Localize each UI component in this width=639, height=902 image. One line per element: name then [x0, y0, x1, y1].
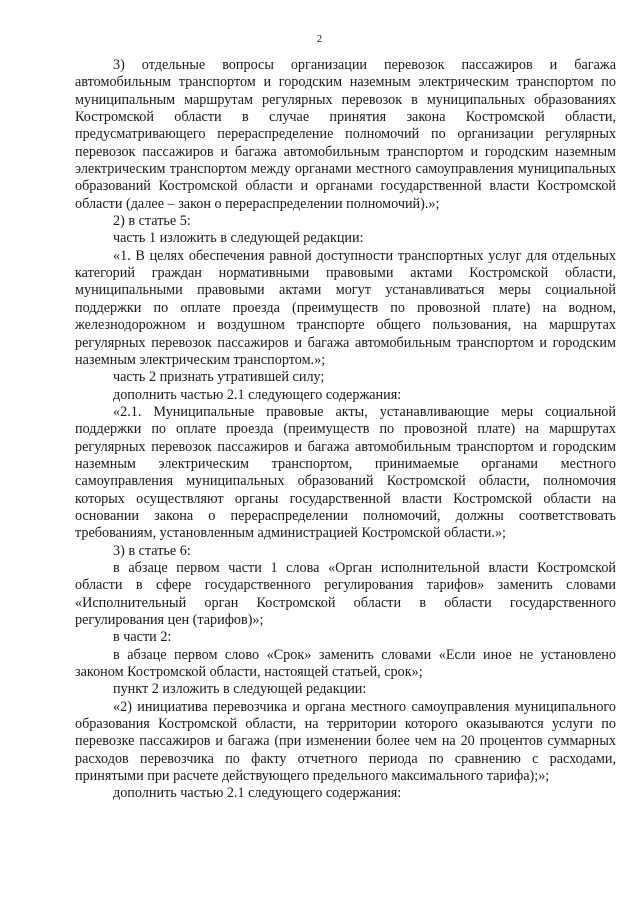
- paragraph: «2.1. Муниципальные правовые акты, устанавливающие меры социальной поддержки по оплате проезда (преимуществ по провозной плате) на маршрутах регулярных перевозок пассажиров и багажа автомобильным транспортом и городским наземным электрическим транспортом, принимаемые органами местного самоуправления муниципальных образований Костромской области, полномочия которых осуществляют органы государственной власти Костромской области на основании закона о перераспределении полномочий, должны соответствовать требованиям, установленным администрацией Костромской области.»;: [75, 403, 616, 542]
- paragraph: в части 2:: [113, 629, 172, 646]
- paragraph: 3) отдельные вопросы организации перевозок пассажиров и багажа автомобильным транспортом и городским наземным электрическим транспортом по муниципальным маршрутам регулярных перевозок в муниципальных образованиях Костромской области в случае принятия закона Костромской области, предусматривающего перераспределение полномочий по организации регулярных перевозок пассажиров и багажа автомобильным транспортом и городским наземным электрическим транспортом между органами местного самоуправления муниципальных образований Костромской области и органами государственной власти Костромской области (далее – закон о перераспределении полномочий).»;: [75, 57, 616, 212]
- paragraph: «1. В целях обеспечения равной доступности транспортных услуг для отдельных категорий граждан нормативными правовыми актами Костромской области, муниципальными правовыми актами могут устанавливаться меры социальной поддержки по оплате проезда (преимуществ по провозной плате) на водном, железнодорожном и воздушном транспорте общего пользования, на маршрутах регулярных перевозок пассажиров и багажа автомобильным транспортом и городским наземным электрическим транспортом.»;: [75, 247, 616, 368]
- document-body: [75, 57, 616, 803]
- paragraph: в абзаце первом слово «Срок» заменить словами «Если иное не установлено законом Костромской области, настоящей статьей, срок»;: [75, 646, 616, 681]
- paragraph: дополнить частью 2.1 следующего содержания:: [113, 785, 402, 802]
- paragraph: часть 1 изложить в следующей редакции:: [113, 230, 364, 247]
- paragraph: «2) инициатива перевозчика и органа местного самоуправления муниципального образования Костромской области, на территории которого оказываются услуги по перевозке пассажиров и багажа (при изменении более чем на 20 процентов суммарных расходов перевозчика по факту отчетного периода по сравнению с расходами, принятыми при расчете действующего предельного максимального тарифа);»;: [75, 698, 616, 785]
- paragraph: в абзаце первом части 1 слова «Орган исполнительной власти Костромской области в сфере государственного регулирования тарифов» заменить словами «Исполнительный орган Костромской области в области государственного регулирования цен (тарифов)»;: [75, 559, 616, 628]
- paragraph: 2) в статье 5:: [113, 213, 191, 230]
- page-number: 2: [316, 33, 323, 45]
- paragraph: 3) в статье 6:: [113, 542, 191, 559]
- paragraph: пункт 2 изложить в следующей редакции:: [113, 681, 367, 698]
- paragraph: часть 2 признать утратившей силу;: [113, 369, 325, 386]
- paragraph: дополнить частью 2.1 следующего содержания:: [113, 386, 402, 403]
